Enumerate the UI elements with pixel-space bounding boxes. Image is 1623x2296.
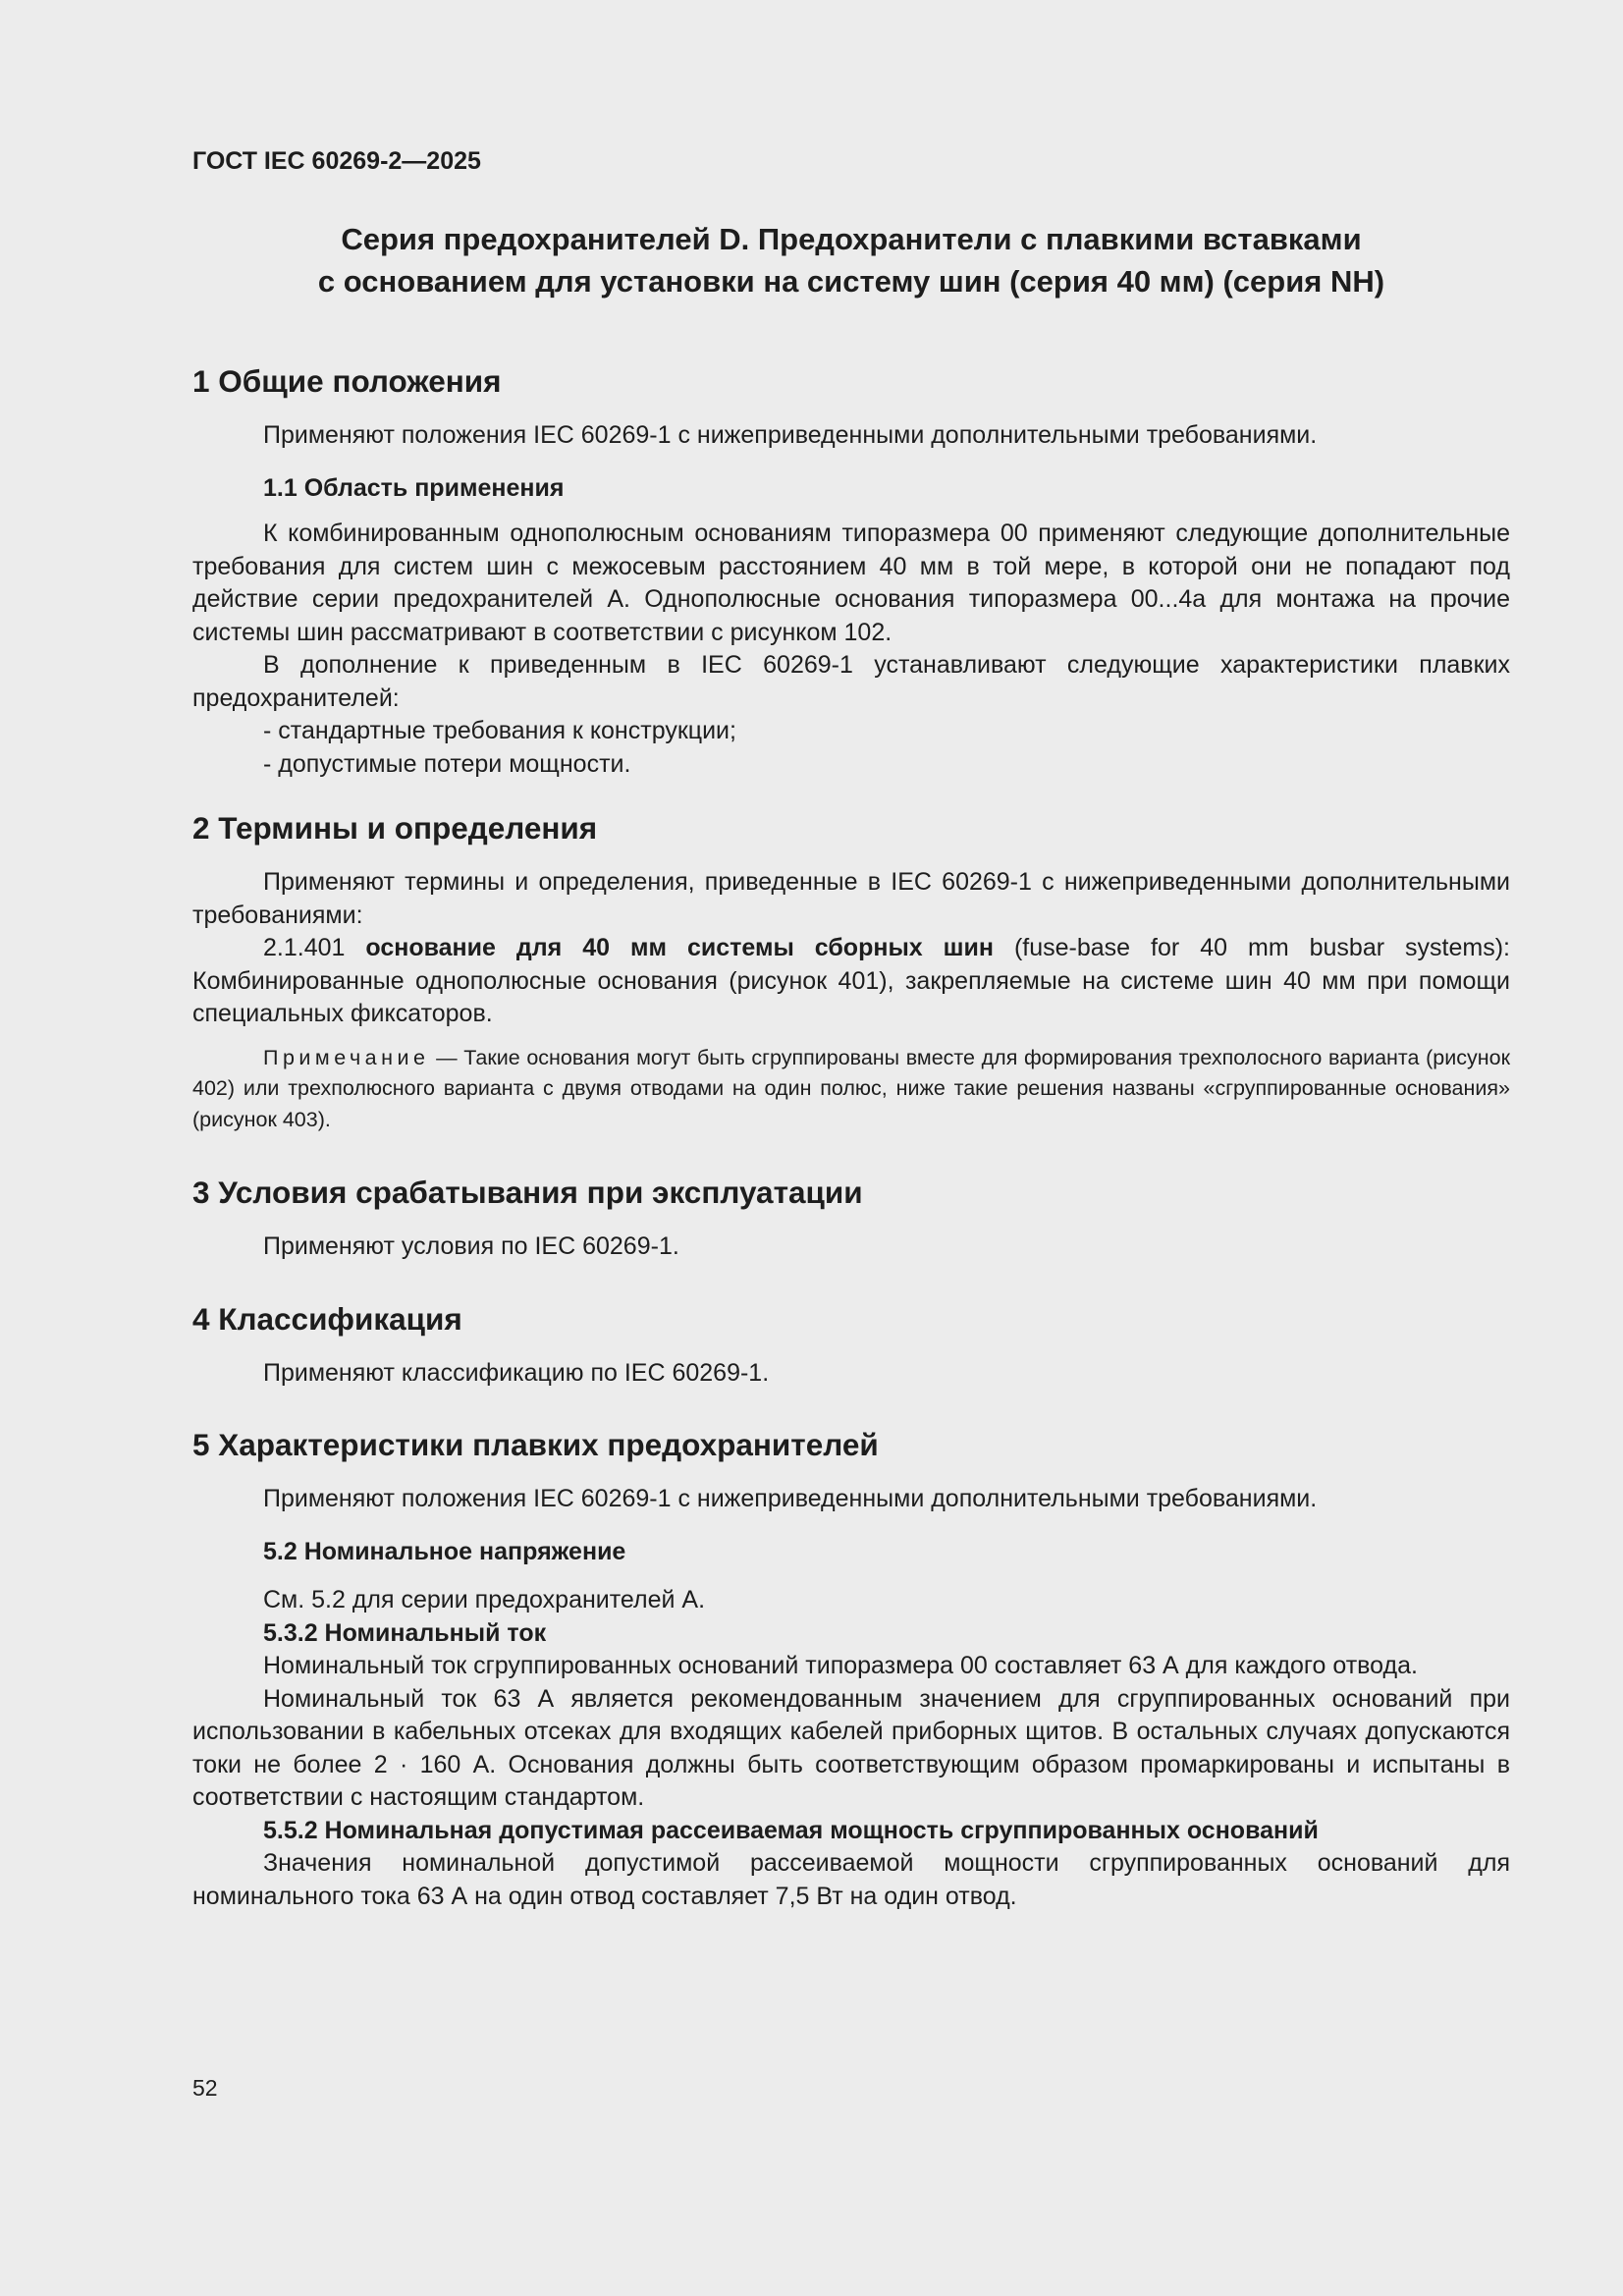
document-title	[192, 218, 1510, 302]
paragraph: См. 5.2 для серии предохранителей А.	[263, 1586, 706, 1613]
term-text: (fuse-base for 40 mm busbar systems): Комбинированные однополюсные основания (рисунок 401), закрепляемые на системе шин 40 мм при помощи специальных фиксаторов.	[192, 934, 1510, 1027]
paragraph: В дополнение к приведенным в IEC 60269-1 устанавливают следующие характеристики плавких предохранителей:	[192, 651, 1510, 712]
subsection-5-5-2-heading: 5.5.2 Номинальная допустимая рассеиваемая мощность сгруппированных оснований	[263, 1816, 1319, 1844]
page-number: 52	[192, 2075, 218, 2101]
section-2-heading: 2 Термины и определения	[192, 810, 598, 846]
list-item: - допустимые потери мощности.	[263, 749, 631, 778]
section-1-heading: 1 Общие положения	[192, 363, 502, 399]
section-3-heading: 3 Условия срабатывания при эксплуатации	[192, 1175, 863, 1210]
paragraph: Номинальный ток сгруппированных оснований типоразмера 00 составляет 63 А для каждого отвода.	[263, 1652, 1418, 1679]
note	[192, 1043, 1510, 1136]
list-item: - стандартные требования к конструкции;	[263, 717, 736, 744]
section-5-heading: 5 Характеристики плавких предохранителей	[192, 1427, 879, 1462]
term-number: 2.1.401	[263, 934, 366, 961]
subsection-5-3-2-heading: 5.3.2 Номинальный ток	[263, 1618, 547, 1647]
subsection-5-2-heading: 5.2 Номинальное напряжение	[263, 1537, 626, 1565]
section-4-heading: 4 Классификация	[192, 1300, 462, 1337]
paragraph: К комбинированным однополюсным основаниям типоразмера 00 применяют следующие дополнительные требования для систем шин с межосевым расстоянием 40 мм в той мере, в которой они не попадают под действие серии предохранителей А. Однополюсные основания типоразмера 00...4а для монтажа на прочие системы шин рассматривают в соответствии с рисунком 102.	[192, 519, 1510, 646]
note-text: — Такие основания могут быть сгруппированы вместе для формирования трехполосного варианта (рисунок 402) или трехполюсного варианта с двумя отводами на один полюс, ниже такие решения названы «сгруппированные основания» (рисунок 403).	[192, 1045, 1510, 1131]
subsection-1-1-heading: 1.1 Область применения	[263, 473, 565, 502]
paragraph: Номинальный ток 63 А является рекомендованным значением для сгруппированных оснований при использовании в кабельных отсеках для входящих кабелей приборных щитов. В остальных случаях допускаются токи не более 2 · 160 А. Основания должны быть соответствующим образом промаркированы и испытаны в соответствии с настоящим стандартом.	[192, 1684, 1510, 1811]
paragraph: Применяют положения IEC 60269-1 с нижеприведенными дополнительными требованиями.	[263, 1485, 1318, 1512]
paragraph: Применяют термины и определения, приведенные в IEC 60269-1 с нижеприведенными дополнительными требованиями:	[192, 868, 1510, 929]
term-definition	[192, 932, 1510, 1031]
paragraph: Значения номинальной допустимой рассеиваемой мощности сгруппированных оснований для номинального тока 63 А на один отвод составляет 7,5 Вт на один отвод.	[192, 1849, 1510, 1910]
document-code: ГОСТ IEC 60269-2—2025	[192, 147, 481, 175]
paragraph: Применяют классификацию по IEC 60269-1.	[263, 1358, 770, 1387]
paragraph: Применяют условия по IEC 60269-1.	[263, 1232, 679, 1260]
title-line-2: с основанием для установки на систему шин (серия 40 мм) (серия NH)	[317, 264, 1385, 299]
section-1-intro: Применяют положения IEC 60269-1 с нижеприведенными дополнительными требованиями.	[263, 421, 1318, 449]
document-body	[192, 361, 1510, 1913]
title-line-1: Серия предохранителей D. Предохранители с плавкими вставками	[341, 222, 1362, 256]
note-label: Примечание	[263, 1045, 430, 1069]
term-name: основание для 40 мм системы сборных шин	[365, 934, 994, 961]
